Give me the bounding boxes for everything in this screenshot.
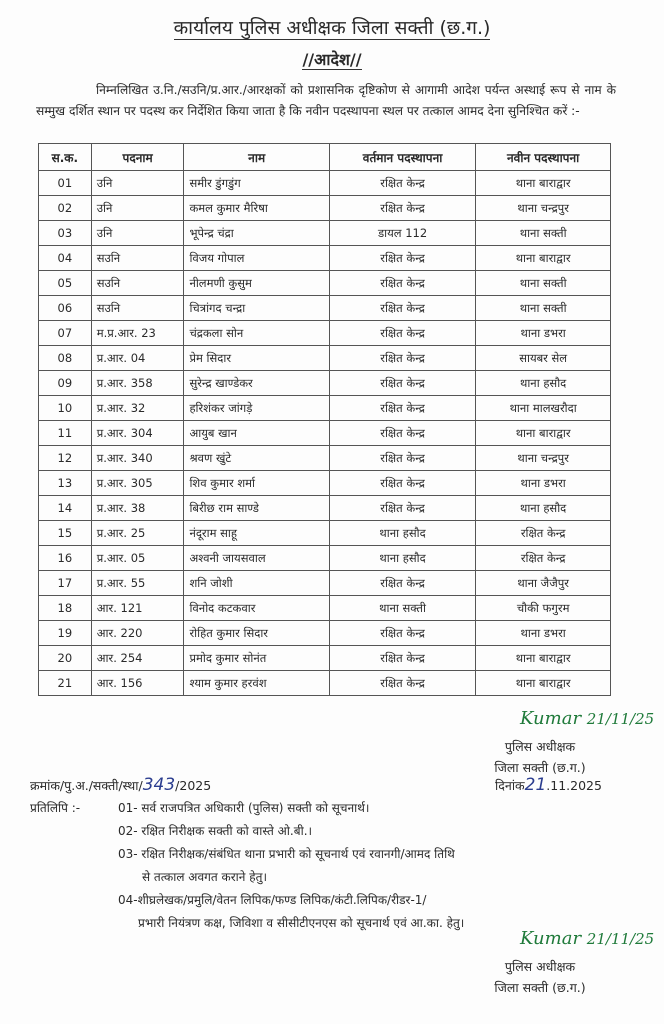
- post-cell: आर. 121: [91, 596, 184, 621]
- table-row: [39, 596, 611, 621]
- column-header: नवीन पदस्थापना: [476, 144, 611, 171]
- serial-cell: 03: [39, 221, 92, 246]
- serial-cell: 08: [39, 346, 92, 371]
- table-row: [39, 646, 611, 671]
- new-posting-cell: थाना हसौद: [476, 371, 611, 396]
- table-row: [39, 621, 611, 646]
- copy-item: 02- रक्षित निरीक्षक सक्ती को वास्ते ओ.बी.।: [118, 824, 313, 838]
- ref-number-handwritten: 343: [142, 775, 176, 795]
- new-posting-cell: थाना सक्ती: [476, 296, 611, 321]
- current-posting-cell: थाना हसौद: [329, 546, 475, 571]
- post-cell: आर. 254: [91, 646, 184, 671]
- copy-item: 04-शीघ्रलेखक/प्रमुलि/वेतन लिपिक/फण्ड लिपिक/कंटी.लिपिक/रीडर-1/: [118, 893, 427, 907]
- name-cell: विनोद कटकवार: [184, 596, 329, 621]
- table-row: [39, 396, 611, 421]
- reference-number: [30, 775, 211, 795]
- copy-item: 03- रक्षित निरीक्षक/संबंधित थाना प्रभारी को सूचनार्थ एवं रवानगी/आमद तिथि: [118, 847, 455, 861]
- current-posting-cell: रक्षित केन्द्र: [329, 446, 475, 471]
- name-cell: प्रमोद कुमार सोनंत: [184, 646, 329, 671]
- new-posting-cell: थाना सक्ती: [476, 271, 611, 296]
- designation: पुलिस अधीक्षक: [504, 959, 576, 974]
- current-posting-cell: रक्षित केन्द्र: [329, 396, 475, 421]
- date-rest: .11.2025: [546, 778, 602, 793]
- name-cell: विजय गोपाल: [184, 246, 329, 271]
- post-cell: प्र.आर. 25: [91, 521, 184, 546]
- name-cell: हरिशंकर जांगड़े: [184, 396, 329, 421]
- current-posting-cell: रक्षित केन्द्र: [329, 171, 475, 196]
- current-posting-cell: रक्षित केन्द्र: [329, 346, 475, 371]
- name-cell: श्याम कुमार हरवंश: [184, 671, 329, 696]
- new-posting-cell: थाना जैजैपुर: [476, 571, 611, 596]
- table-row: [39, 196, 611, 221]
- serial-cell: 09: [39, 371, 92, 396]
- order-heading-text: //आदेश//: [302, 50, 362, 69]
- serial-cell: 06: [39, 296, 92, 321]
- order-date: [495, 775, 602, 795]
- post-cell: प्र.आर. 340: [91, 446, 184, 471]
- new-posting-cell: सायबर सेल: [476, 346, 611, 371]
- table-header-row: [39, 144, 611, 171]
- current-posting-cell: रक्षित केन्द्र: [329, 371, 475, 396]
- serial-cell: 17: [39, 571, 92, 596]
- name-cell: शनि जोशी: [184, 571, 329, 596]
- designation: पुलिस अधीक्षक: [504, 739, 576, 754]
- signature-mark: Kumar: [520, 708, 582, 729]
- name-cell: सुरेन्द्र खाण्डेकर: [184, 371, 329, 396]
- current-posting-cell: डायल 112: [329, 221, 475, 246]
- post-cell: आर. 220: [91, 621, 184, 646]
- name-cell: चंद्रकला सोन: [184, 321, 329, 346]
- current-posting-cell: रक्षित केन्द्र: [329, 471, 475, 496]
- post-cell: म.प्र.आर. 23: [91, 321, 184, 346]
- name-cell: नंदूराम साहू: [184, 521, 329, 546]
- signature-1: [520, 708, 654, 729]
- district: जिला सक्ती (छ.ग.): [494, 760, 586, 775]
- name-cell: बिरीछ राम साण्डे: [184, 496, 329, 521]
- name-cell: अश्वनी जायसवाल: [184, 546, 329, 571]
- new-posting-cell: थाना बाराद्वार: [476, 421, 611, 446]
- table-row: [39, 271, 611, 296]
- new-posting-cell: थाना चन्द्रपुर: [476, 446, 611, 471]
- table-row: [39, 296, 611, 321]
- table-row: [39, 246, 611, 271]
- post-cell: प्र.आर. 32: [91, 396, 184, 421]
- serial-cell: 10: [39, 396, 92, 421]
- transfer-table: [38, 143, 611, 696]
- current-posting-cell: रक्षित केन्द्र: [329, 646, 475, 671]
- post-cell: सउनि: [91, 271, 184, 296]
- serial-cell: 18: [39, 596, 92, 621]
- name-cell: भूपेन्द्र चंद्रा: [184, 221, 329, 246]
- current-posting-cell: थाना सक्ती: [329, 596, 475, 621]
- new-posting-cell: थाना डभरा: [476, 471, 611, 496]
- current-posting-cell: रक्षित केन्द्र: [329, 621, 475, 646]
- new-posting-cell: थाना बाराद्वार: [476, 171, 611, 196]
- table-row: [39, 571, 611, 596]
- copy-item: 01- सर्व राजपत्रित अधिकारी (पुलिस) सक्ती को सूचनार्थ।: [118, 801, 370, 815]
- current-posting-cell: रक्षित केन्द्र: [329, 271, 475, 296]
- serial-cell: 11: [39, 421, 92, 446]
- new-posting-cell: थाना चन्द्रपुर: [476, 196, 611, 221]
- new-posting-cell: चौकी फगुरम: [476, 596, 611, 621]
- post-cell: उनि: [91, 171, 184, 196]
- signature-mark: Kumar: [520, 928, 582, 949]
- current-posting-cell: रक्षित केन्द्र: [329, 246, 475, 271]
- serial-cell: 14: [39, 496, 92, 521]
- post-cell: उनि: [91, 196, 184, 221]
- new-posting-cell: थाना बाराद्वार: [476, 671, 611, 696]
- signature-date: 21/11/25: [586, 930, 655, 948]
- copy-item-continued: से तत्काल अवगत कराने हेतु।: [142, 870, 267, 884]
- table-row: [39, 471, 611, 496]
- serial-cell: 07: [39, 321, 92, 346]
- current-posting-cell: रक्षित केन्द्र: [329, 196, 475, 221]
- serial-cell: 21: [39, 671, 92, 696]
- copies-section: [30, 797, 630, 937]
- post-cell: प्र.आर. 304: [91, 421, 184, 446]
- post-cell: सउनि: [91, 246, 184, 271]
- intro-paragraph: [36, 80, 616, 122]
- new-posting-cell: थाना मालखरौदा: [476, 396, 611, 421]
- table-row: [39, 371, 611, 396]
- intro-text: निम्नलिखित उ.नि./सउनि/प्र.आर./आरक्षकों को प्रशासनिक दृष्टिकोण से आगामी आदेश पर्यन्त अस्थाई रूप से नाम के सम्मुख दर्शित स्थान पर पदस्थ कर निर्देशित किया जाता है कि नवीन पदस्थापना स्थल पर तत्काल आमद देना सुनिश्चित करें :-: [36, 83, 616, 118]
- table-row: [39, 171, 611, 196]
- table-row: [39, 221, 611, 246]
- new-posting-cell: थाना सक्ती: [476, 221, 611, 246]
- ref-suffix: /2025: [175, 778, 212, 793]
- post-cell: प्र.आर. 05: [91, 546, 184, 571]
- table-row: [39, 546, 611, 571]
- table-row: [39, 521, 611, 546]
- signature-date: 21/11/25: [586, 710, 655, 728]
- post-cell: प्र.आर. 358: [91, 371, 184, 396]
- name-cell: समीर डुंगडुंग: [184, 171, 329, 196]
- office-title-text: कार्यालय पुलिस अधीक्षक जिला सक्ती (छ.ग.): [173, 17, 491, 39]
- table-row: [39, 496, 611, 521]
- post-cell: सउनि: [91, 296, 184, 321]
- table-body: [39, 171, 611, 696]
- current-posting-cell: थाना हसौद: [329, 521, 475, 546]
- column-header: स.क.: [39, 144, 92, 171]
- table-row: [39, 346, 611, 371]
- table-row: [39, 321, 611, 346]
- post-cell: प्र.आर. 38: [91, 496, 184, 521]
- post-cell: उनि: [91, 221, 184, 246]
- serial-cell: 05: [39, 271, 92, 296]
- current-posting-cell: रक्षित केन्द्र: [329, 571, 475, 596]
- copies-label: प्रतिलिपि :-: [30, 801, 81, 815]
- serial-cell: 12: [39, 446, 92, 471]
- copy-item-continued: प्रभारी नियंत्रण कक्ष, जिविशा व सीसीटीएनएस को सूचनार्थ एवं आ.का. हेतु।: [138, 916, 465, 930]
- serial-cell: 20: [39, 646, 92, 671]
- serial-cell: 13: [39, 471, 92, 496]
- date-label: दिनांक: [495, 778, 525, 793]
- serial-cell: 16: [39, 546, 92, 571]
- name-cell: चित्रांगद चन्द्रा: [184, 296, 329, 321]
- serial-cell: 04: [39, 246, 92, 271]
- name-cell: कमल कुमार मैरिषा: [184, 196, 329, 221]
- name-cell: श्रवण खुंटे: [184, 446, 329, 471]
- current-posting-cell: रक्षित केन्द्र: [329, 421, 475, 446]
- signature-2: [520, 928, 654, 949]
- column-header: नाम: [184, 144, 329, 171]
- name-cell: आयुब खान: [184, 421, 329, 446]
- post-cell: प्र.आर. 305: [91, 471, 184, 496]
- table-row: [39, 421, 611, 446]
- new-posting-cell: रक्षित केन्द्र: [476, 546, 611, 571]
- table-row: [39, 671, 611, 696]
- current-posting-cell: रक्षित केन्द्र: [329, 321, 475, 346]
- district: जिला सक्ती (छ.ग.): [494, 980, 586, 995]
- new-posting-cell: थाना डभरा: [476, 621, 611, 646]
- post-cell: प्र.आर. 04: [91, 346, 184, 371]
- name-cell: प्रेम सिदार: [184, 346, 329, 371]
- column-header: पदनाम: [91, 144, 184, 171]
- new-posting-cell: थाना हसौद: [476, 496, 611, 521]
- serial-cell: 01: [39, 171, 92, 196]
- current-posting-cell: रक्षित केन्द्र: [329, 296, 475, 321]
- post-cell: प्र.आर. 55: [91, 571, 184, 596]
- signature-block-2: [470, 956, 610, 998]
- office-title: [0, 14, 664, 40]
- post-cell: आर. 156: [91, 671, 184, 696]
- date-day-handwritten: 21: [524, 775, 547, 795]
- current-posting-cell: रक्षित केन्द्र: [329, 496, 475, 521]
- ref-prefix: क्रमांक/पु.अ./सक्ती/स्था/: [30, 778, 143, 793]
- new-posting-cell: थाना डभरा: [476, 321, 611, 346]
- serial-cell: 15: [39, 521, 92, 546]
- order-heading: [0, 48, 664, 70]
- signature-block-1: [470, 736, 610, 778]
- name-cell: नीलमणी कुसुम: [184, 271, 329, 296]
- serial-cell: 19: [39, 621, 92, 646]
- table-row: [39, 446, 611, 471]
- new-posting-cell: थाना बाराद्वार: [476, 646, 611, 671]
- new-posting-cell: थाना बाराद्वार: [476, 246, 611, 271]
- new-posting-cell: रक्षित केन्द्र: [476, 521, 611, 546]
- current-posting-cell: रक्षित केन्द्र: [329, 671, 475, 696]
- name-cell: रोहित कुमार सिदार: [184, 621, 329, 646]
- column-header: वर्तमान पदस्थापना: [329, 144, 475, 171]
- name-cell: शिव कुमार शर्मा: [184, 471, 329, 496]
- serial-cell: 02: [39, 196, 92, 221]
